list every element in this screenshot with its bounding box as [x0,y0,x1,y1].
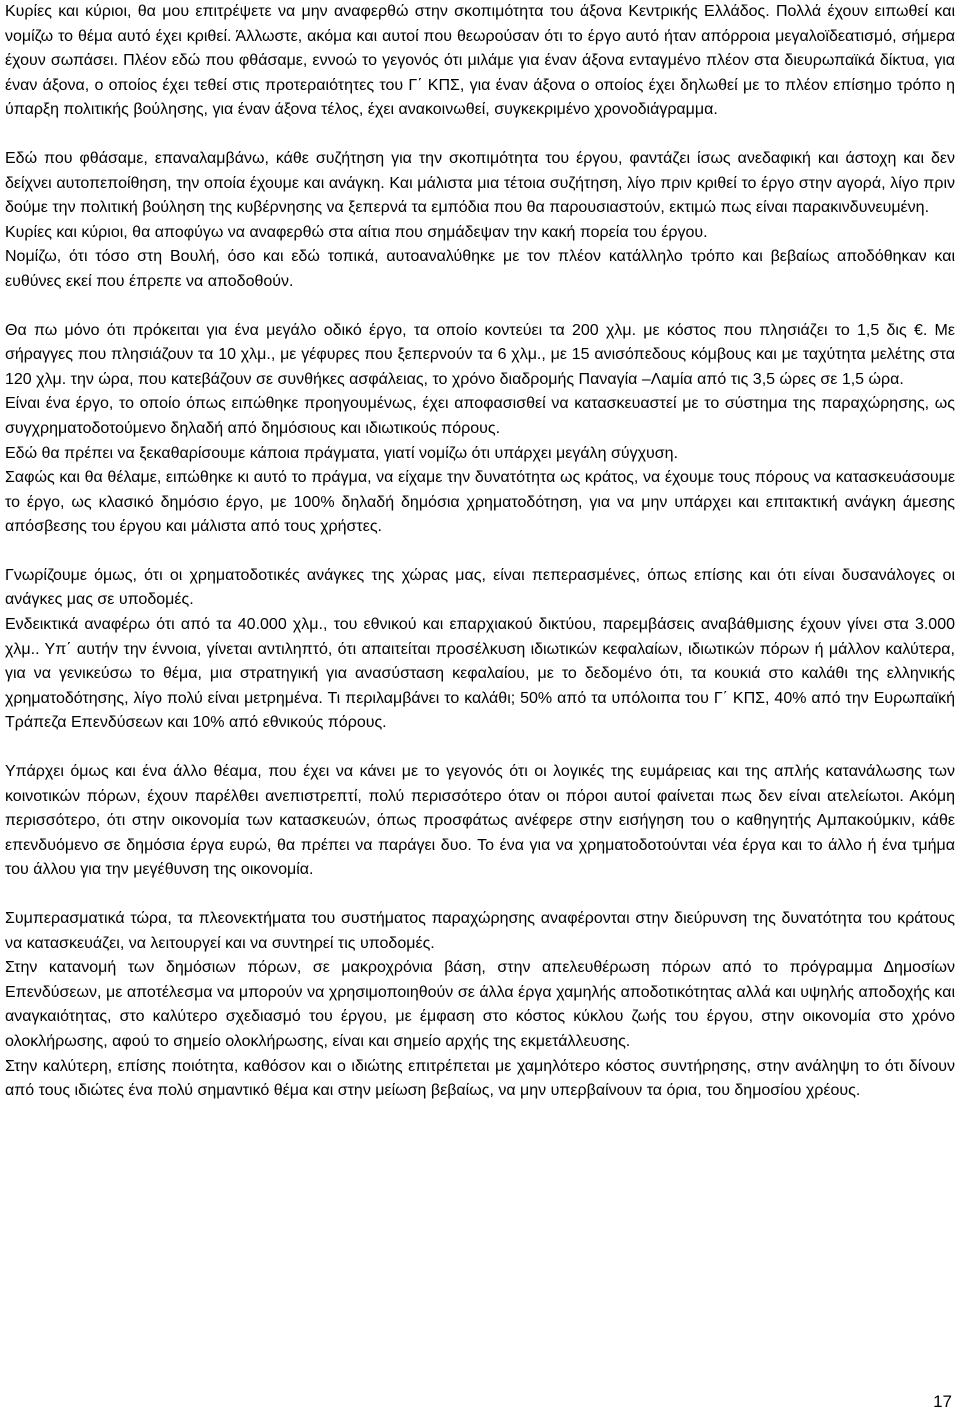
paragraph-causes: Κυρίες και κύριοι, θα αποφύγω να αναφερθώ στα αίτια που σημάδεψαν την κακή πορεία του έργου. [5,223,708,241]
paragraph-public-funding: Σαφώς και θα θέλαμε, ειπώθηκε κι αυτό το πράγμα, να είχαμε την δυνατότητα ως κράτος, να έχουμε τους πόρους να κατασκευάσουμε το έργο, ως κλασικό δημόσιο έργο, με 100% δηλαδή δημόσια χρηματοδότηση, για να μην υπάρχει και επιτακτική ανάγκη άμεσης απόσβεσης του έργου και μάλιστα από τους χρήστες. [5,469,955,536]
paragraph-discussion: Εδώ που φθάσαμε, επαναλαμβάνω, κάθε συζήτηση για την σκοπιμότητα του έργου, φαντάζει ίσως ανεδαφική και άστοχη και δεν δείχνει αυτοπεποίθηση, την οποία έχουμε και ανάγκη. Και μάλιστα μια τέτοια συζήτηση, λίγο πριν κριθεί το έργο στην αγορά, λίγο πριν δούμε την πολιτική βούληση της κυβέρνησης να ξεπερνά τα εμπόδια που θα παρουσιαστούν, εκτιμώ πως είναι παρακινδυνευμένη. [5,149,955,217]
paragraph-gap [5,736,955,760]
paragraph-concession: Είναι ένα έργο, το οποίο όπως ειπώθηκε προηγουμένως, έχει αποφασισθεί να κατασκευαστεί με το σύστημα της παραχώρησης, ως συγχρηματοδοτούμενο δηλαδή από δημόσιους και ιδιωτικούς πόρους. [5,395,955,437]
paragraph-network: Ενδεικτικά αναφέρω ότι από τα 40.000 χλμ., του εθνικού και επαρχιακού δικτύου, παρεμβάσεις αναβάθμισης έχουν γίνει στα 3.000 χλμ.. Υπ΄ αυτήν την έννοια, γίνεται αντιληπτό, ότι απαιτείται προσέλκυση ιδιωτικών κεφαλαίων, ιδιωτικών πόρων ή μάλλον καλύτερα, για να γενικεύσω το θέμα, μια στρατηγική για ανασύσταση κεφαλαίου, με το δεδομένο ότι, τα κουκιά στο καλάθι της ελληνικής χρηματοδότησης, λίγο πολύ είναι μετρημένα. Τι περιλαμβάνει το καλάθι; 50% από τα υπόλοιπα του Γ΄ ΚΠΣ, 40% από την Ευρωπαϊκή Τράπεζα Επενδύσεων και 10% από εθνικούς πόρους. [5,616,955,732]
document-page [5,0,955,1104]
paragraph-gap [5,295,955,319]
paragraph-quality: Στην καλύτερη, επίσης ποιότητα, καθόσον και ο ιδιώτης επιτρέπεται με χαμηλότερο κόστος συντήρησης, στην ανάληψη το ότι δίνουν από τους ιδιώτες ένα πολύ σημαντικό θέμα και στην μείωση βεβαίως, να μην υπερβαίνουν τα όρια, του δημοσίου χρέους. [5,1057,955,1100]
paragraph-intro: Κυρίες και κύριοι, θα μου επιτρέψετε να μην αναφερθώ στην σκοπιμότητα του άξονα Κεντρικής Ελλάδος. Πολλά έχουν ειπωθεί και νομίζω το θέμα αυτό έχει κριθεί. Άλλωστε, ακόμα και αυτοί που θεωρούσαν ότι το έργο αυτό ήταν απόρροια μεγαλοϊδεατισμό, σήμερα έχουν σωπάσει. Πλέον εδώ που φθάσαμε, εννοώ το γεγονός ότι μιλάμε για έναν άξονα ενταγμένο πλέον στα διευρωπαϊκά δίκτυα, για έναν άξονα, ο οποίος έχει τεθεί στις προτεραιότητες του Γ΄ ΚΠΣ, για έναν άξονα ο οποίος έχει δηλωθεί με το πλέον επίσημο τρόπο η ύπαρξη πολιτικής βούλησης, για έναν άξονα τέλος, έχει ανακοινωθεί, συγκεκριμένο χρονοδιάγραμμα. [5,3,955,119]
paragraph-project-specs: Θα πω μόνο ότι πρόκειται για ένα μεγάλο οδικό έργο, τα οποίο κοντεύει τα 200 χλμ. με κόστος που πλησιάζει το 1,5 δις €. Με σήραγγες που πλησιάζουν τα 10 χλμ., με γέφυρες που ξεπερνούν τα 6 χλμ., με 15 ανισόπεδους κόμβους και με ταχύτητα μελέτης στα 120 χλμ. την ώρα, που κατεβάζουν σε συνθήκες ασφάλειας, το χρόνο διαδρομής Παναγία –Λαμία από τις 3,5 ώρες σε 1,5 ώρα. [5,321,955,388]
paragraph-gap [5,123,955,147]
page-number: 17 [933,1392,952,1411]
paragraph-clarify: Εδώ θα πρέπει να ξεκαθαρίσουμε κάποια πράγματα, γιατί νομίζω ότι υπάρχει μεγάλη σύγχυση. [5,444,678,462]
paragraph-needs: Γνωρίζουμε όμως, ότι οι χρηματοδοτικές ανάγκες της χώρας μας, είναι πεπερασμένες, όπως επίσης και ότι είναι δυσανάλογες οι ανάγκες μας σε υποδομές. [5,566,955,609]
paragraph-allocation: Στην κατανομή των δημόσιων πόρων, σε μακροχρόνια βάση, στην απελευθέρωση πόρων από το πρόγραμμα Δημοσίων Επενδύσεων, με αποτέλεσμα να μπορούν να χρησιμοποιηθούν σε άλλα έργα χαμηλής αποδοτικότητας αλλά και υψηλής αποδοχής και αναγκαιότητας, στο καλύτερο σχεδιασμό του έργου, με έμφαση στο κόστος κύκλου ζωής του έργου, στην οικονομία στο χρόνο ολοκλήρωσης, αφού το σημείο ολοκλήρωσης, είναι και σημείο αρχής της εκμετάλλευσης. [5,959,955,1050]
paragraph-gap [5,540,955,564]
paragraph-conclusion: Συμπερασματικά τώρα, τα πλεονεκτήματα του συστήματος παραχώρησης αναφέρονται στην διεύρυνση της δυνατότητα του κράτους να κατασκευάζει, να λειτουργεί και να συντηρεί τις υποδομές. [5,910,955,952]
paragraph-economy: Υπάρχει όμως και ένα άλλο θέαμα, που έχει να κάνει με το γεγονός ότι οι λογικές της ευμάρειας και της απλής κατανάλωσης των κοινοτικών πόρων, έχουν παρέλθει ανεπιστρεπτί, πολύ περισσότερο όταν οι πόροι αυτοί φαίνεται πως δεν είναι ατελείωτοι. Ακόμη περισσότερο, ότι στην οικονομία των κατασκευών, όπως προσφάτως ανέφερε στην εισήγηση του ο καθηγητής Αμπακούμκιν, κάθε επενδυόμενο σε δημόσια έργα ευρώ, θα πρέπει να παράγει δυο. Το ένα για να χρηματοδοτούνται νέα έργα και το άλλο ή ένα τμήμα του άλλου για την μεγέθυνση της οικονομία. [5,763,955,879]
paragraph-gap [5,883,955,907]
paragraph-responsibility: Νομίζω, ότι τόσο στη Βουλή, όσο και εδώ τοπικά, αυτοαναλύθηκε με τον πλέον κατάλληλο τρόπο και βεβαίως αποδόθηκαν και ευθύνες εκεί που έπρεπε να αποδοθούν. [5,248,955,290]
